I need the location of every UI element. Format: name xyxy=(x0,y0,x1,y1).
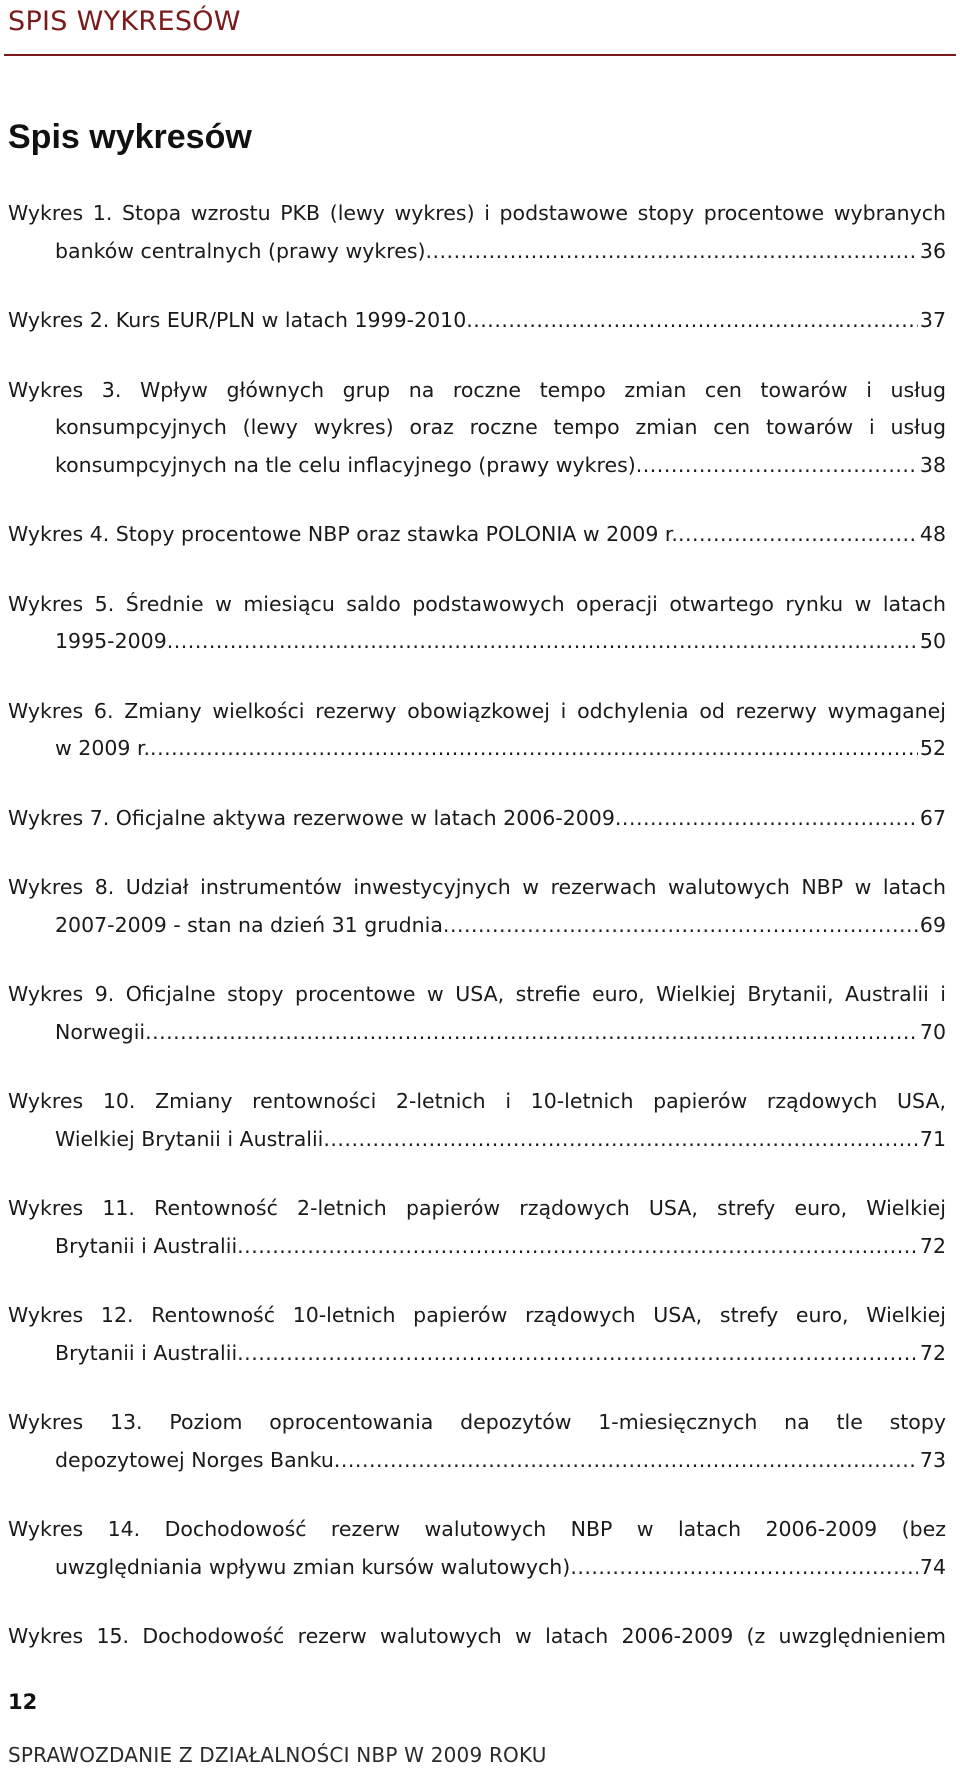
toc-entry-last-line xyxy=(8,233,946,271)
toc-entry-label: Wykres 1. xyxy=(8,201,113,225)
toc-entry-label: Wykres 3. xyxy=(8,377,122,402)
toc-entry-first-line xyxy=(8,1297,946,1335)
toc-entry-title-end: 2007-2009 - stan na dzień 31 grudnia xyxy=(55,912,443,937)
dot-leader xyxy=(678,516,918,554)
toc-page-number: 67 xyxy=(919,805,946,830)
toc-entry-title: Dochodowość rezerw walutowych w latach 2006-2009 (z uwzględnieniem xyxy=(142,1624,946,1648)
toc-entry-single-line xyxy=(8,516,946,554)
toc-page-number: 72 xyxy=(919,1233,946,1258)
toc-entry-label: Wykres 7. xyxy=(8,805,110,830)
toc-entry-title: Dochodowość rezerw walutowych NBP w latach 2006-2009 (bez xyxy=(164,1517,946,1541)
toc-entry-last-line xyxy=(8,1442,946,1480)
toc-page-number: 48 xyxy=(919,522,946,546)
toc-entry-title-end: Brytanii i Australii xyxy=(55,1233,238,1258)
toc-page-number: 69 xyxy=(919,912,946,937)
toc-entry-continuation: konsumpcyjnych (lewy wykres) oraz roczne tempo zmian cen towarów i usług xyxy=(55,415,946,439)
footer-text: SPRAWOZDANIE Z DZIAŁALNOŚCI NBP W 2009 ROKU xyxy=(8,1743,547,1767)
toc-entry-title-end: Wielkiej Brytanii i Australii xyxy=(55,1126,324,1151)
toc-entry-title: Stopy procentowe NBP oraz stawka POLONIA w 2009 r. xyxy=(115,522,678,546)
toc-entry-first-line xyxy=(8,586,946,624)
toc-entry[interactable] xyxy=(8,586,946,661)
toc-entry-label: Wykres 2. xyxy=(8,308,110,332)
dot-leader xyxy=(237,1335,918,1373)
toc-page-number: 70 xyxy=(919,1019,946,1044)
page-number: 12 xyxy=(8,1690,38,1714)
dot-leader xyxy=(426,233,918,271)
toc-page-number: 73 xyxy=(919,1447,946,1472)
toc-entry-label: Wykres 14. xyxy=(8,1517,141,1541)
toc-page-number: 50 xyxy=(919,629,946,653)
toc-page-number: 38 xyxy=(919,452,946,477)
dot-leader xyxy=(167,623,918,661)
toc-entry[interactable] xyxy=(8,1511,946,1586)
dot-leader xyxy=(636,447,918,485)
dot-leader xyxy=(615,800,918,838)
toc-entry-first-line xyxy=(8,195,946,233)
toc-entry[interactable] xyxy=(8,1297,946,1372)
toc-entry-last-line xyxy=(8,1228,946,1266)
toc-entry-first-line xyxy=(8,1404,946,1442)
toc-entry-title: Stopa wzrostu PKB (lewy wykres) i podstawowe stopy procentowe wybranych xyxy=(122,201,946,225)
toc-entry[interactable] xyxy=(8,302,946,340)
toc-entry[interactable] xyxy=(8,869,946,944)
toc-entry-title: Wpływ głównych grup na roczne tempo zmian cen towarów i usług xyxy=(139,377,946,402)
table-of-figures xyxy=(8,195,946,1688)
toc-entry-last-line xyxy=(8,1549,946,1587)
toc-entry-title-end: uwzględniania wpływu zmian kursów walutowych) xyxy=(55,1554,571,1579)
dot-leader xyxy=(443,907,918,945)
toc-entry-first-line xyxy=(8,1083,946,1121)
toc-entry-first-line xyxy=(8,693,946,731)
toc-entry-first-line xyxy=(8,372,946,410)
toc-entry-single-line xyxy=(8,800,946,838)
toc-entry-label: Wykres 6. xyxy=(8,698,114,723)
toc-entry-first-line xyxy=(8,1618,946,1656)
toc-entry-title: Udział instrumentów inwestycyjnych w rezerwach walutowych NBP w latach xyxy=(125,875,946,899)
toc-entry-label: Wykres 10. xyxy=(8,1089,136,1113)
dot-leader xyxy=(466,302,918,340)
toc-entry-title: Średnie w miesiącu saldo podstawowych operacji otwartego rynku w latach xyxy=(125,591,946,616)
toc-entry-title-end: depozytowej Norges Banku xyxy=(55,1447,334,1472)
toc-entry-title-end: 1995-2009 xyxy=(55,629,167,653)
toc-entry-first-line xyxy=(8,976,946,1014)
toc-entry[interactable] xyxy=(8,195,946,270)
toc-entry-label: Wykres 15. xyxy=(8,1624,130,1648)
toc-entry-label: Wykres 9. xyxy=(8,982,115,1006)
toc-entry-last-line xyxy=(8,1121,946,1159)
toc-entry-title: Oficjalne aktywa rezerwowe w latach 2006-2009 xyxy=(115,805,615,830)
dot-leader xyxy=(323,1121,918,1159)
toc-entry-first-line xyxy=(8,1511,946,1549)
dot-leader xyxy=(570,1549,918,1587)
toc-entry[interactable] xyxy=(8,1404,946,1479)
toc-entry-title-end: w 2009 r. xyxy=(55,736,151,760)
toc-page-number: 71 xyxy=(919,1126,946,1151)
toc-entry-title: Zmiany wielkości rezerwy obowiązkowej i odchylenia od rezerwy wymaganej xyxy=(124,698,946,723)
toc-entry-title: Rentowność 2-letnich papierów rządowych USA, strefy euro, Wielkiej xyxy=(154,1196,946,1220)
toc-entry-title: Rentowność 10-letnich papierów rządowych USA, strefy euro, Wielkiej xyxy=(151,1303,946,1327)
toc-entry[interactable] xyxy=(8,1083,946,1158)
toc-entry-last-line xyxy=(8,1014,946,1052)
toc-entry-title: Poziom oprocentowania depozytów 1-miesięcznych na tle stopy xyxy=(169,1410,946,1434)
toc-entry-single-line xyxy=(8,302,946,340)
toc-entry-title-end: Norwegii xyxy=(55,1019,146,1044)
toc-entry-first-line xyxy=(8,869,946,907)
header-rule xyxy=(4,54,956,56)
toc-entry-title: Kurs EUR/PLN w latach 1999-2010 xyxy=(115,308,467,332)
toc-entry-first-line xyxy=(8,1190,946,1228)
toc-entry-label: Wykres 12. xyxy=(8,1303,134,1327)
toc-entry[interactable] xyxy=(8,1618,946,1656)
dot-leader xyxy=(145,1014,918,1052)
toc-entry-title: Zmiany rentowności 2-letnich i 10-letnich papierów rządowych USA, xyxy=(155,1089,946,1113)
toc-page-number: 74 xyxy=(919,1554,946,1579)
toc-entry-last-line xyxy=(8,447,946,485)
section-title: Spis wykresów xyxy=(8,118,252,156)
toc-entry[interactable] xyxy=(8,976,946,1051)
toc-entry-title: Oficjalne stopy procentowe w USA, strefie euro, Wielkiej Brytanii, Australii i xyxy=(125,982,946,1006)
toc-entry[interactable] xyxy=(8,693,946,768)
toc-page-number: 37 xyxy=(919,308,946,332)
toc-entry-last-line xyxy=(8,623,946,661)
toc-page-number: 36 xyxy=(919,238,946,263)
toc-entry[interactable] xyxy=(8,372,946,485)
toc-entry-label: Wykres 8. xyxy=(8,875,115,899)
dot-leader xyxy=(150,730,918,768)
toc-entry-title-end: banków centralnych (prawy wykres) xyxy=(55,238,426,263)
toc-entry-last-line xyxy=(8,1335,946,1373)
toc-entry-last-line xyxy=(8,907,946,945)
toc-page-number: 52 xyxy=(919,736,946,760)
toc-entry[interactable] xyxy=(8,516,946,554)
toc-entry[interactable] xyxy=(8,800,946,838)
toc-entry-title-end: Brytanii i Australii xyxy=(55,1340,238,1365)
dot-leader xyxy=(334,1442,918,1480)
toc-entry-label: Wykres 11. xyxy=(8,1196,135,1220)
toc-entry-label: Wykres 13. xyxy=(8,1410,143,1434)
toc-entry-label: Wykres 4. xyxy=(8,522,110,546)
toc-entry-title-end: konsumpcyjnych na tle celu inflacyjnego (prawy wykres) xyxy=(55,452,636,477)
toc-entry-last-line xyxy=(8,730,946,768)
dot-leader xyxy=(237,1228,918,1266)
toc-entry-label: Wykres 5. xyxy=(8,591,115,616)
toc-entry[interactable] xyxy=(8,1190,946,1265)
running-header: SPIS WYKRESÓW xyxy=(8,6,241,37)
toc-page-number: 72 xyxy=(919,1340,946,1365)
